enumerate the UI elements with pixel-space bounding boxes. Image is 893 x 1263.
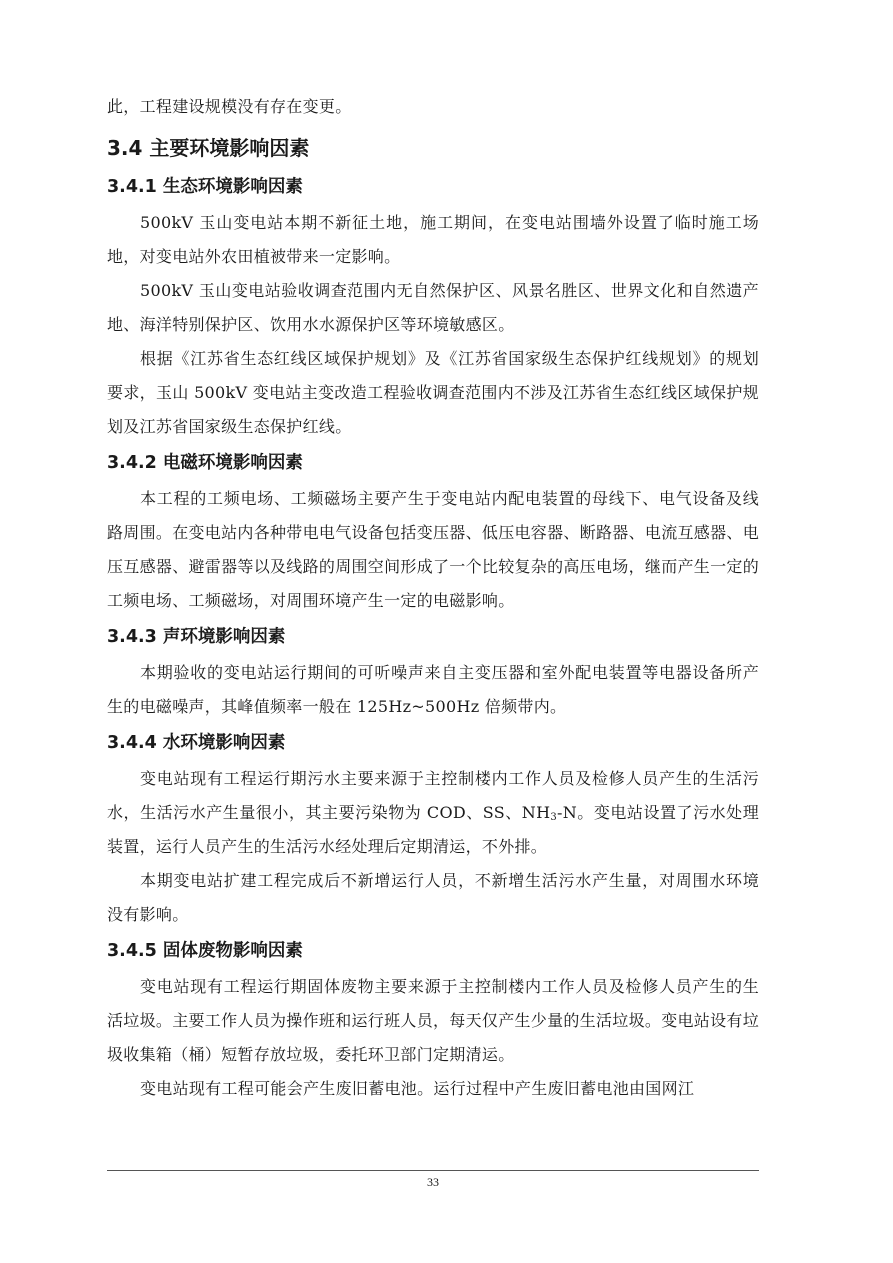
paragraph-water-1-part-a: 变电站现有工程运行期污水主要来源于主控制楼内工作人员及检修人员产生的生活污水，生活污水产生量很小，其主要污染物为 COD、SS、NH [107, 769, 759, 822]
paragraph-eco-1: 500kV 玉山变电站本期不新征土地，施工期间，在变电站围墙外设置了临时施工场地，对变电站外农田植被带来一定影响。 [107, 213, 759, 266]
paragraph-solid-1: 变电站现有工程运行期固体废物主要来源于主控制楼内工作人员及检修人员产生的生活垃圾。主要工作人员为操作班和运行班人员，每天仅产生少量的生活垃圾。变电站设有垃圾收集箱（桶）短暂存放垃圾，委托环卫部门定期清运。 [107, 977, 760, 1064]
nh3-subscript: 3 [550, 812, 558, 823]
document-body [107, 90, 759, 1106]
paragraph-noise-1: 本期验收的变电站运行期间的可听噪声来自主变压器和室外配电装置等电器设备所产生的电磁噪声，其峰值频率一般在 125Hz~500Hz 倍频带内。 [107, 663, 759, 716]
paragraph-water-2: 本期变电站扩建工程完成后不新增运行人员，不新增生活污水产生量，对周围水环境没有影响。 [107, 871, 759, 924]
subsection-heading-3-4-3: 3.4.3 声环境影响因素 [107, 627, 286, 647]
paragraph-eco-2: 500kV 玉山变电站验收调查范围内无自然保护区、风景名胜区、世界文化和自然遗产地、海洋特别保护区、饮用水水源保护区等环境敏感区。 [107, 281, 759, 334]
section-heading-3-4: 3.4 主要环境影响因素 [107, 136, 310, 160]
footer-divider [107, 1170, 759, 1171]
paragraph-eco-3: 根据《江苏省生态红线区域保护规划》及《江苏省国家级生态保护红线规划》的规划要求，玉山 500kV 变电站主变改造工程验收调查范围内不涉及江苏省生态红线区域保护规划及江苏省国家级生态保护红线。 [107, 349, 759, 436]
paragraph-water-1 [107, 762, 759, 864]
paragraph-solid-2: 变电站现有工程可能会产生废旧蓄电池。运行过程中产生废旧蓄电池由国网江 [140, 1079, 695, 1098]
paragraph-water-1-part-b: -N。变电站设置了污水处理装置，运行人员产生的生活污水经处理后定期清运，不外排。 [107, 803, 759, 856]
subsection-heading-3-4-4: 3.4.4 水环境影响因素 [107, 733, 286, 753]
subsection-heading-3-4-5: 3.4.5 固体废物影响因素 [107, 941, 303, 961]
subsection-heading-3-4-2: 3.4.2 电磁环境影响因素 [107, 453, 303, 473]
page-number: 33 [427, 1175, 439, 1189]
paragraph-intro: 此，工程建设规模没有存在变更。 [107, 97, 352, 116]
subsection-heading-3-4-1: 3.4.1 生态环境影响因素 [107, 177, 303, 197]
paragraph-em-1: 本工程的工频电场、工频磁场主要产生于变电站内配电装置的母线下、电气设备及线路周围。在变电站内各种带电电气设备包括变压器、低压电容器、断路器、电流互感器、电压互感器、避雷器等以及线路的周围空间形成了一个比较复杂的高压电场，继而产生一定的工频电场、工频磁场，对周围环境产生一定的电磁影响。 [107, 489, 760, 610]
